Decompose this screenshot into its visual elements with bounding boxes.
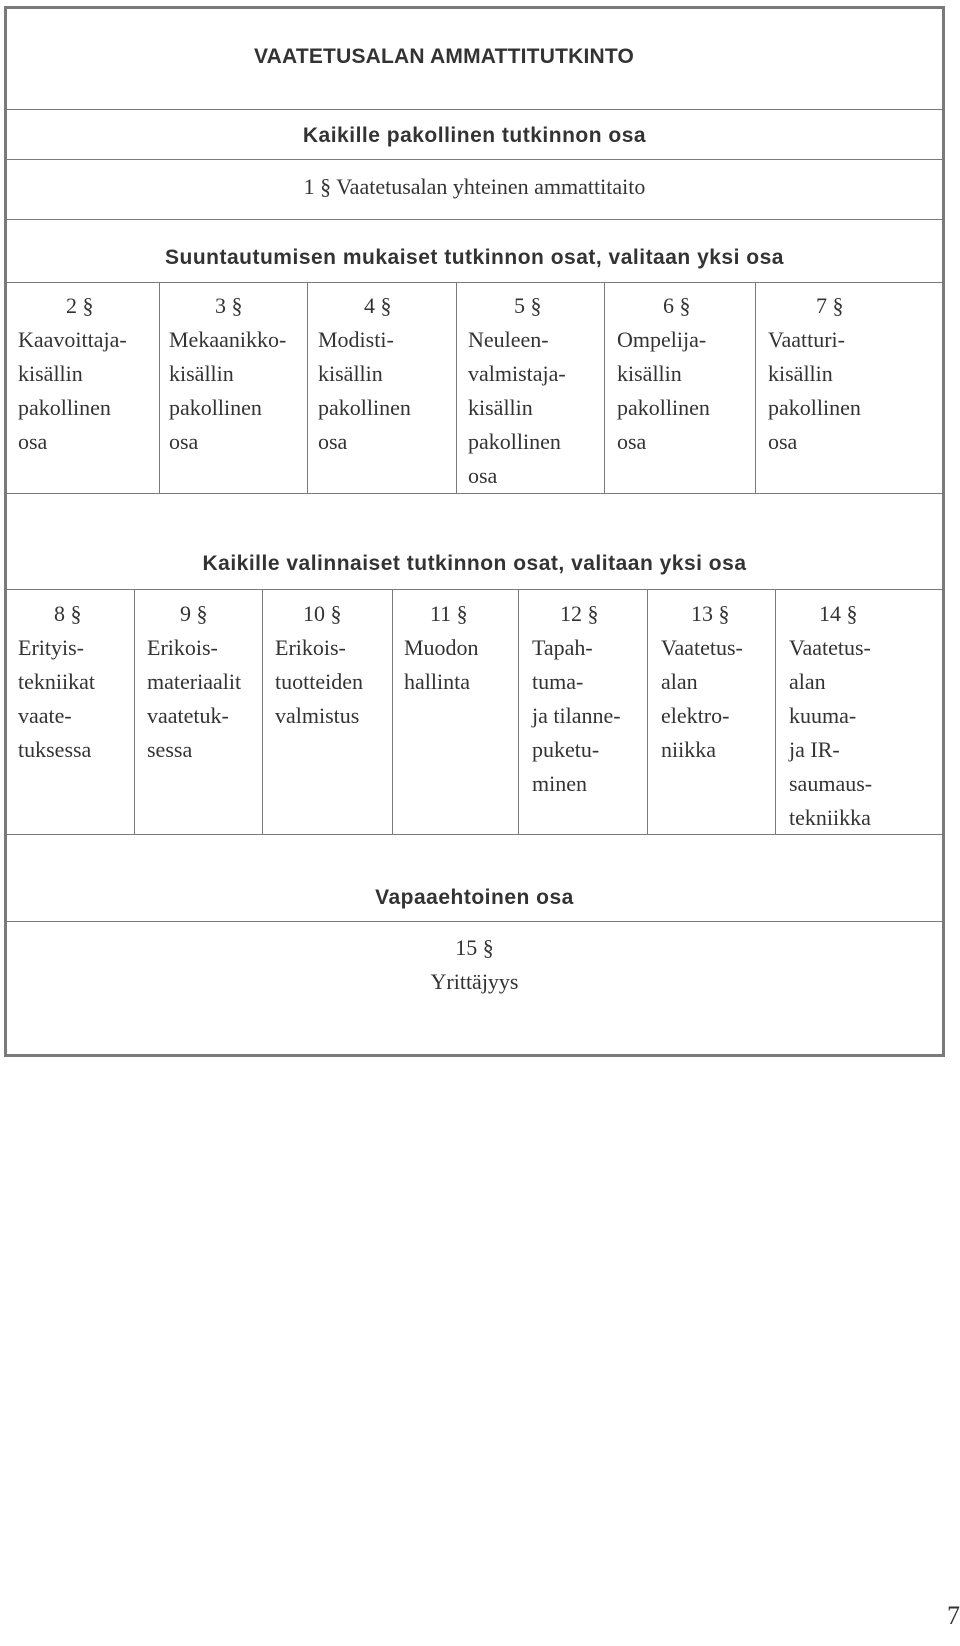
divider — [7, 493, 942, 494]
item-text: Mekaanikko- kisällin pakollinen osa — [169, 327, 287, 454]
divider — [7, 109, 942, 110]
column-divider — [134, 589, 135, 834]
item-number: 10 § — [303, 601, 342, 626]
divider — [7, 159, 942, 160]
item-text: Neuleen- valmistaja- kisällin pakollinen osa — [468, 327, 566, 488]
column-divider — [307, 282, 308, 493]
item-text: Vaatturi- kisällin pakollinen osa — [768, 327, 861, 454]
orientation-item — [18, 289, 127, 459]
column-divider — [755, 282, 756, 493]
item-number: 5 § — [514, 293, 542, 318]
column-divider — [456, 282, 457, 493]
document-title: VAATETUSALAN AMMATTITUTKINTO — [254, 45, 635, 68]
item-number: 11 § — [430, 601, 468, 626]
item-number: 4 § — [364, 293, 392, 318]
optional-item — [661, 597, 743, 767]
optional-item — [789, 597, 872, 835]
voluntary-item-text: Yrittäjyys — [430, 969, 519, 994]
orientation-item — [617, 289, 710, 459]
orientation-item — [169, 289, 286, 459]
document-table — [4, 6, 945, 1057]
item-text: Ompelija- kisällin pakollinen osa — [617, 327, 710, 454]
page-number: 7 — [947, 1601, 960, 1630]
orientation-item — [468, 289, 566, 493]
mandatory-item: 1 § Vaatetusalan yhteinen ammattitaito — [303, 174, 646, 199]
column-divider — [775, 589, 776, 834]
item-text: Erikois- materiaalit vaatetuk- sessa — [147, 635, 242, 762]
item-number: 9 § — [180, 601, 208, 626]
divider — [7, 219, 942, 220]
optional-item — [18, 597, 95, 767]
item-text: Kaavoittaja- kisällin pakollinen osa — [18, 327, 127, 454]
orientation-item — [318, 289, 411, 459]
divider — [7, 589, 942, 590]
item-number: 7 § — [816, 293, 844, 318]
column-divider — [518, 589, 519, 834]
item-number: 14 § — [819, 601, 858, 626]
optional-item — [275, 597, 363, 733]
item-text: Muodon hallinta — [404, 635, 479, 694]
column-divider — [647, 589, 648, 834]
optional-item — [147, 597, 241, 767]
item-text: Erityis- tekniikat vaate- tuksessa — [18, 635, 95, 762]
divider — [7, 921, 942, 922]
item-number: 6 § — [663, 293, 691, 318]
voluntary-item-number: 15 § — [455, 935, 494, 960]
item-text: Tapah- tuma- ja tilanne- puketu- minen — [532, 635, 621, 796]
orientation-item — [768, 289, 861, 459]
item-number: 8 § — [54, 601, 82, 626]
divider — [7, 282, 942, 283]
optional-header: Kaikille valinnaiset tutkinnon osat, valitaan yksi osa — [202, 552, 747, 575]
orientation-header: Suuntautumisen mukaiset tutkinnon osat, valitaan yksi osa — [165, 246, 784, 269]
item-text: Vaatetus- alan elektro- niikka — [661, 635, 743, 762]
item-number: 3 § — [215, 293, 243, 318]
item-number: 2 § — [66, 293, 94, 318]
item-text: Erikois- tuotteiden valmistus — [275, 635, 363, 728]
optional-item — [532, 597, 621, 801]
column-divider — [262, 589, 263, 834]
optional-item — [404, 597, 479, 699]
item-text: Vaatetus- alan kuuma- ja IR- saumaus- tekniikka — [789, 635, 873, 830]
item-text: Modisti- kisällin pakollinen osa — [318, 327, 411, 454]
column-divider — [392, 589, 393, 834]
mandatory-header: Kaikille pakollinen tutkinnon osa — [302, 124, 647, 147]
item-number: 13 § — [691, 601, 730, 626]
column-divider — [159, 282, 160, 493]
item-number: 12 § — [560, 601, 599, 626]
column-divider — [604, 282, 605, 493]
voluntary-header: Vapaaehtoinen osa — [375, 886, 574, 909]
